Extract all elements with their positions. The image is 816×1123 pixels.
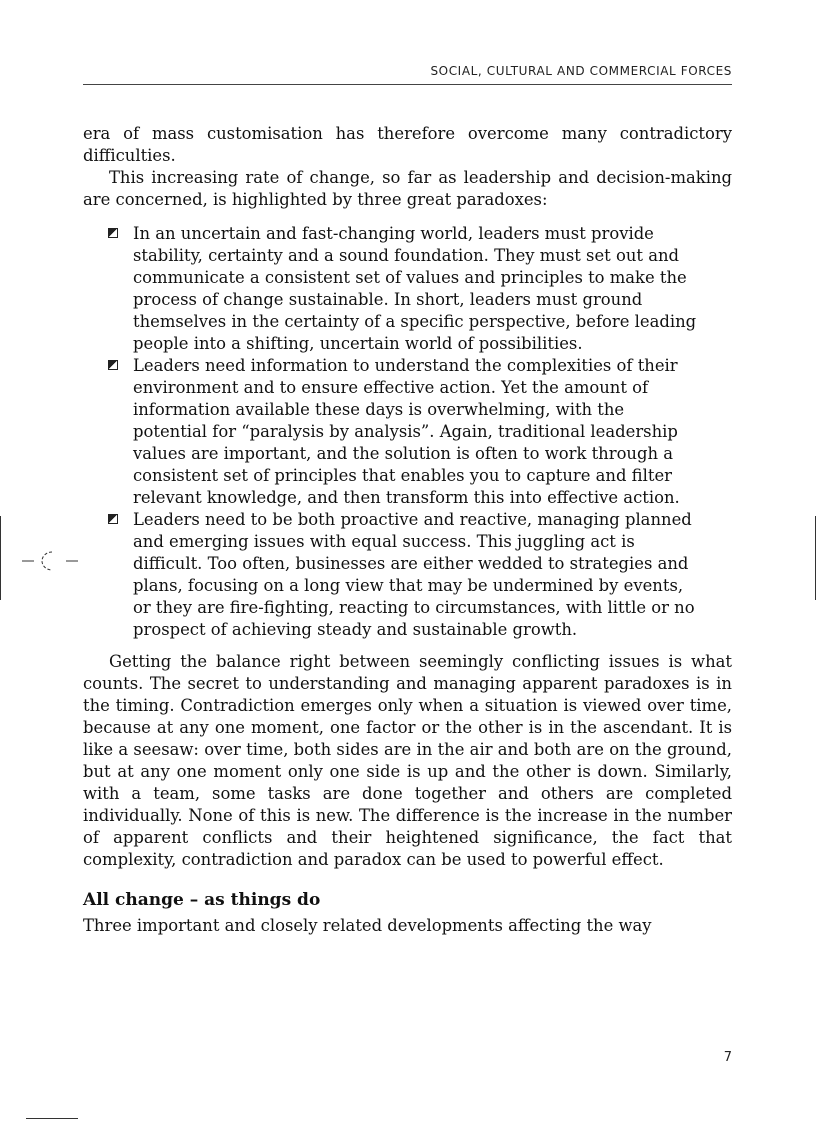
list-item-text: In an uncertain and fast-changing world, leaders must provide stability, certainty and a sound foundation. They must set out and communicate a consistent set of values and principles to make the process of change sustainable. In short, leaders must ground themselves in the certainty of a specific perspective, before leading people into a shifting, uncertain world of possibilities. — [133, 224, 697, 353]
square-bullet-icon — [108, 228, 118, 238]
paragraph-continuation: era of mass customisation has therefore overcome many contradictory difficulties. — [83, 124, 732, 165]
registration-mark-icon — [22, 548, 78, 574]
list-item — [133, 223, 703, 355]
body-text — [83, 123, 732, 937]
list-item-text: Leaders need to be both proactive and reactive, managing planned and emerging issues with equal success. This juggling act is difficult. Too often, businesses are either wedded to strategies and plans, focusing on a long view that may be undermined by events, or they are fire-fighting, reacting to circumstances, with little or no prospect of achieving steady and sustainable growth. — [133, 510, 695, 639]
paragraph-developments: Three important and closely related developments affecting the way — [83, 916, 652, 935]
section-heading: All change – as things do — [83, 890, 321, 910]
paradox-list — [83, 223, 703, 641]
crop-mark-left — [0, 516, 1, 600]
running-head: SOCIAL, CULTURAL AND COMMERCIAL FORCES — [430, 64, 732, 78]
list-item — [133, 509, 703, 641]
crop-mark-bottom — [26, 1118, 78, 1119]
list-item — [133, 355, 703, 509]
paragraph-balance: Getting the balance right between seemingly conflicting issues is what counts. The secret to understanding and managing apparent paradoxes is in the timing. Contradiction emerges only when a situation is viewed over time, because at any one moment, one factor or the other is in the ascendant. It is like a seesaw: over time, both sides are in the air and both are on the ground, but at any one moment only one side is up and the other is down. Similarly, with a team, some tasks are done together and others are completed individually. None of this is new. The difference is the increase in the number of apparent conflicts and their heightened significance, the fact that complexity, contradiction and paradox can be used to powerful effect. — [83, 652, 732, 869]
square-bullet-icon — [108, 360, 118, 370]
square-bullet-icon — [108, 514, 118, 524]
list-item-text: Leaders need information to understand the complexities of their environment and to ensure effective action. Yet the amount of information available these days is overwhelming, with the potential for “paralysis by analysis”. Again, traditional leadership values are important, and the solution is often to work through a consistent set of principles that enables you to capture and filter relevant knowledge, and then transform this into effective action. — [133, 356, 680, 507]
page-number: 7 — [723, 1050, 732, 1065]
header-rule — [83, 84, 732, 85]
paragraph-paradoxes-intro: This increasing rate of change, so far as leadership and decision-making are concerned, is highlighted by three great paradoxes: — [83, 168, 732, 209]
